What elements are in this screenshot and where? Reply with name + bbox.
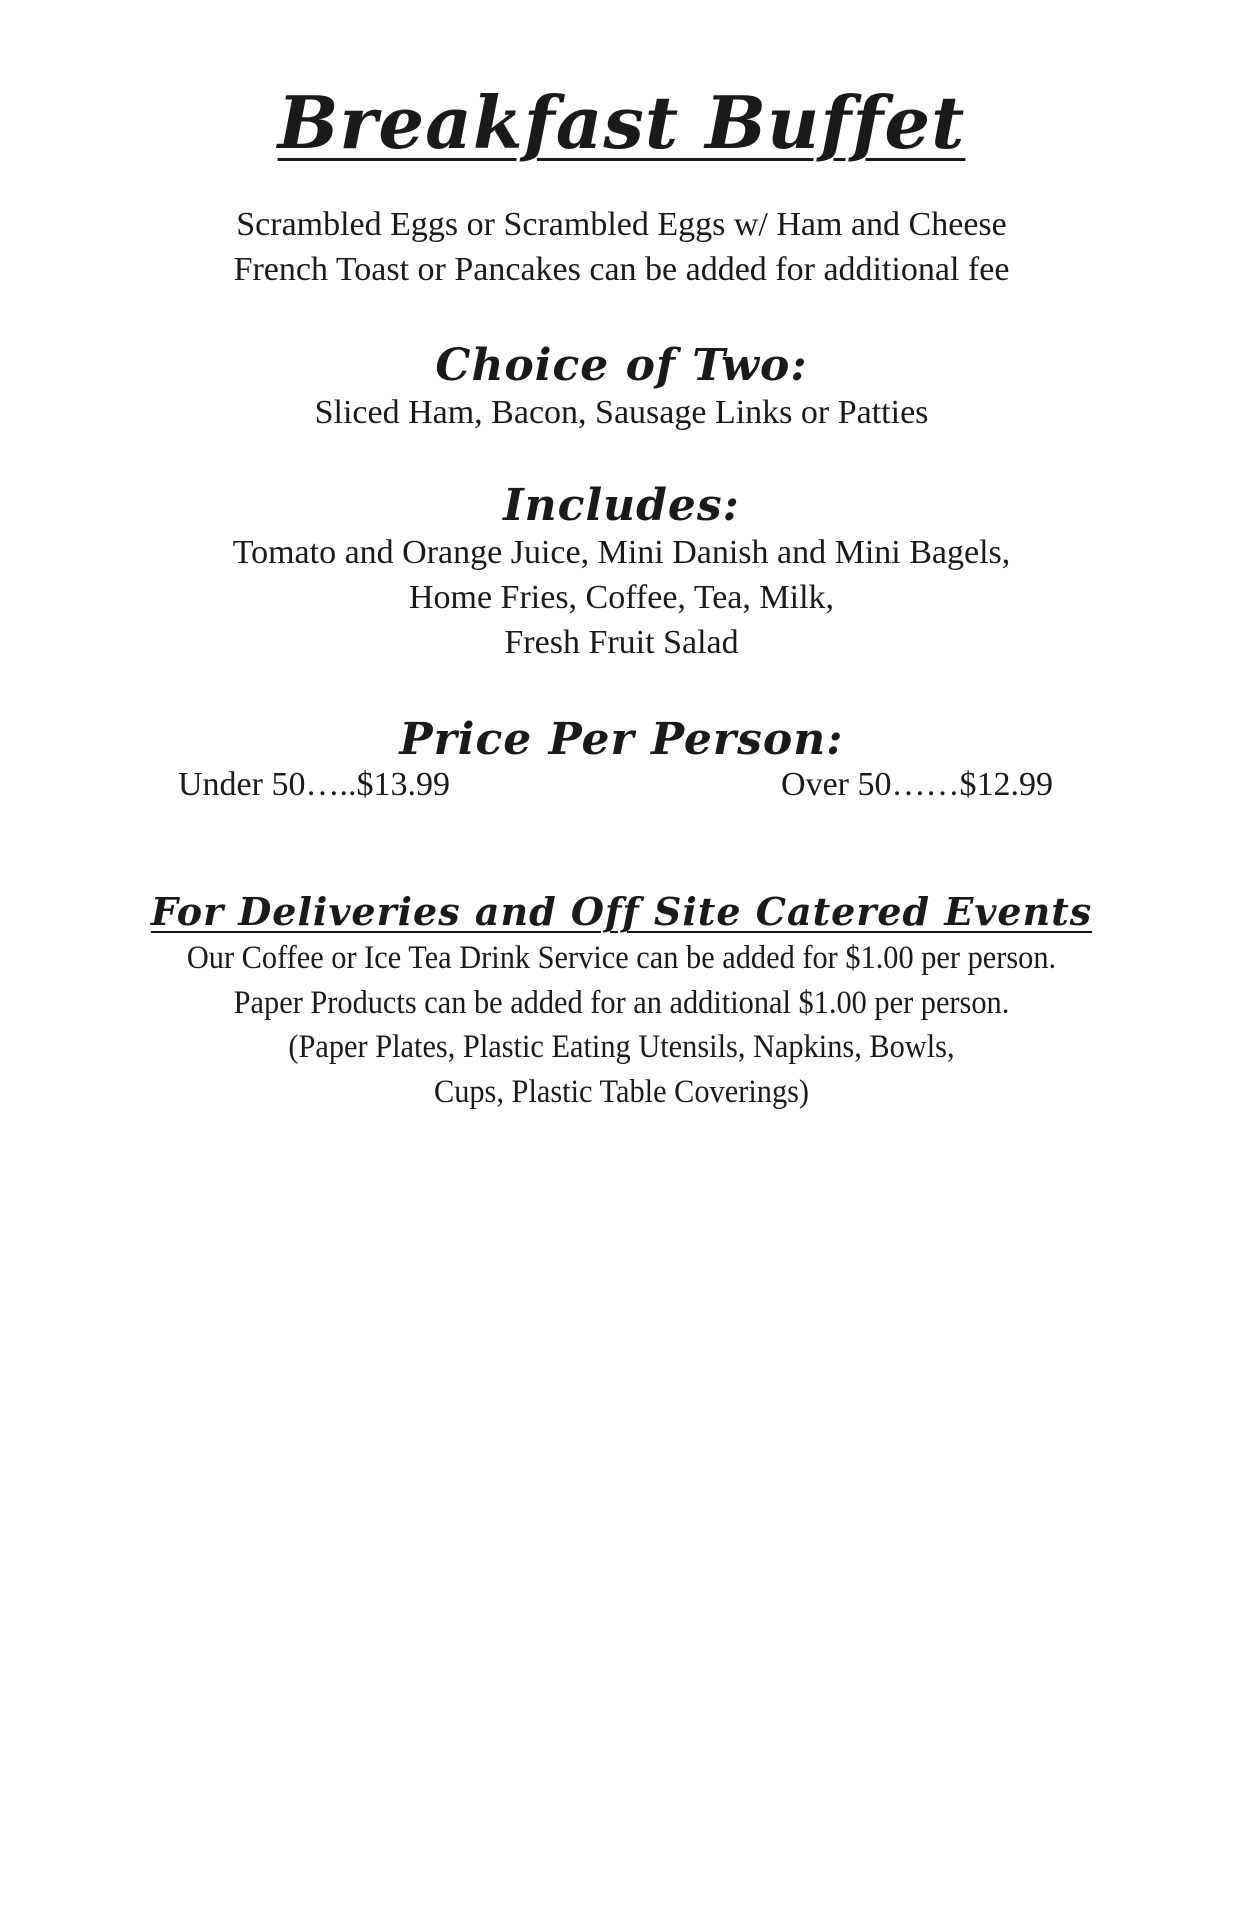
deliveries-section bbox=[0, 936, 1243, 1114]
intro-line: Scrambled Eggs or Scrambled Eggs w/ Ham and Cheese bbox=[236, 206, 1007, 243]
includes-line: Fresh Fruit Salad bbox=[504, 624, 739, 661]
deliveries-heading bbox=[0, 887, 1243, 937]
price-heading: Price Per Person: bbox=[399, 714, 844, 765]
intro-line: French Toast or Pancakes can be added for additional fee bbox=[233, 251, 1010, 288]
deliveries-heading-text: For Deliveries and Off Site Catered Events bbox=[150, 889, 1093, 934]
choice-heading: Choice of Two: bbox=[435, 340, 808, 391]
includes-line: Home Fries, Coffee, Tea, Milk, bbox=[408, 579, 835, 616]
price-over-50: Over 50……$12.99 bbox=[781, 766, 1053, 803]
deliveries-line: Our Coffee or Ice Tea Drink Service can be added for $1.00 per person. bbox=[186, 940, 1057, 976]
includes-section bbox=[0, 530, 1243, 665]
deliveries-line: Paper Products can be added for an additional $1.00 per person. bbox=[233, 984, 1010, 1021]
deliveries-line: (Paper Plates, Plastic Eating Utensils, Napkins, Bowls, bbox=[288, 1029, 955, 1065]
deliveries-line: Cups, Plastic Table Coverings) bbox=[433, 1073, 810, 1110]
page-title-text: Breakfast Buffet bbox=[277, 80, 966, 165]
includes-line: Tomato and Orange Juice, Mini Danish and Mini Bagels, bbox=[232, 534, 1011, 571]
price-under-50: Under 50…..$13.99 bbox=[178, 766, 450, 803]
includes-heading: Includes: bbox=[503, 480, 740, 531]
page-title bbox=[0, 78, 1243, 168]
intro-section bbox=[0, 202, 1243, 292]
choice-text: Sliced Ham, Bacon, Sausage Links or Patties bbox=[314, 394, 929, 431]
price-row bbox=[0, 762, 1243, 808]
choice-section bbox=[0, 390, 1243, 435]
